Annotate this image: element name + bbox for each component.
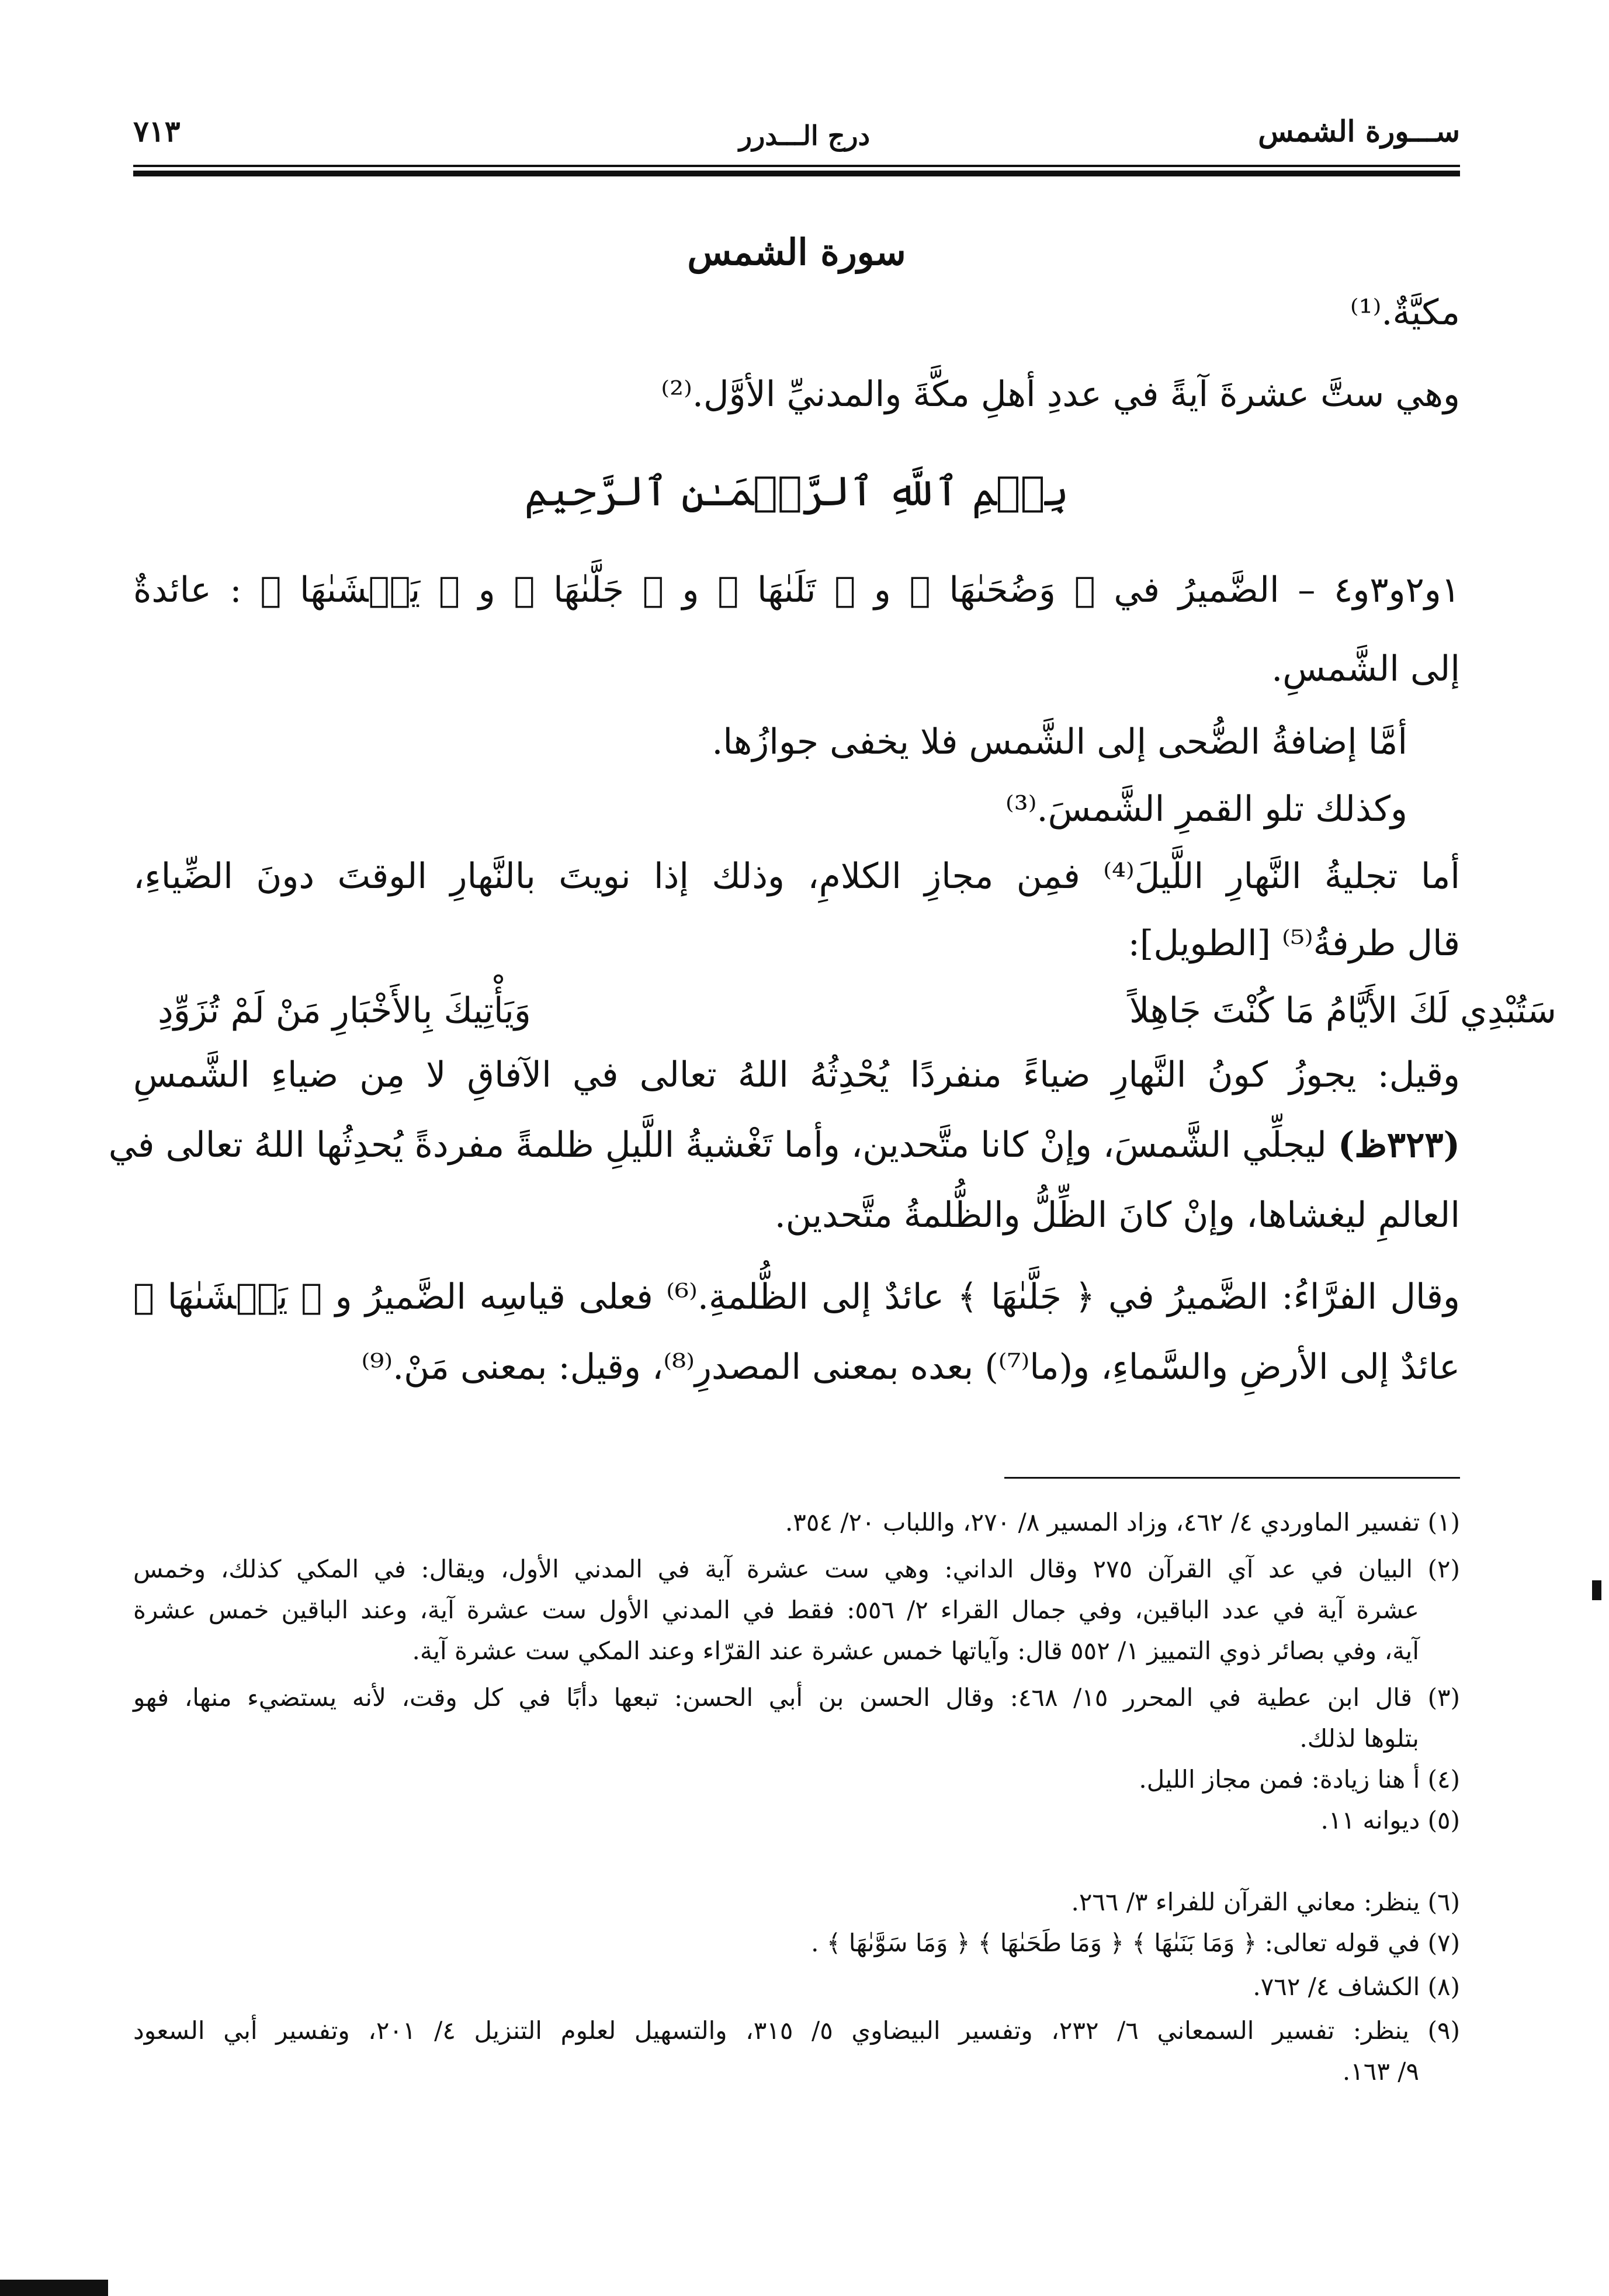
- book-title: درج الـــدرر: [738, 120, 871, 151]
- footnote-2-cont: آية، وفي بصائر ذوي التمييز ١/ ٥٥٢ قال: وآياتها خمس عشرة عند القرّاء وعند المكي ست عشرة آية.: [412, 1636, 1419, 1665]
- text-line: العالمِ ليغشاها، وإنْ كانَ الظِّلُّ والظُّلمةُ متَّحدين.: [774, 1195, 1460, 1236]
- footnote-8: (٨) الكشاف ٤/ ٧٦٢.: [1253, 1972, 1460, 2001]
- footnote-4: (٤) أ هنا زيادة: فمن مجاز الليل.: [1139, 1765, 1460, 1794]
- footnote-3: (٣) قال ابن عطية في المحرر ١٥/ ٤٦٨: وقال الحسن بن أبي الحسن: تبعها دأبًا في كل وقت، لأنه يستضيء منها، فهو: [133, 1683, 1460, 1712]
- footnote-7: (٧) في قوله تعالى: ﴿ وَمَا بَنَىٰهَا ﴾ ﴿ وَمَا طَحَىٰهَا ﴾ ﴿ وَمَا سَوَّىٰهَا ﴾ .: [811, 1929, 1460, 1957]
- text-line: وقيل: يجوزُ كونُ النَّهارِ ضياءً منفردًا يُحْدِثُهُ اللهُ تعالى في الآفاقِ لا مِن ضياءِ الشَّمسِ: [133, 1055, 1460, 1095]
- verse-first-hemistich: سَتُبْدِي لَكَ الأَيَّامُ مَا كُنْتَ جَاهِلاً: [1129, 990, 1556, 1031]
- text-line: قال طرفةُ⁽⁵⁾ [الطويل]:: [1128, 923, 1460, 964]
- text-line: وقال الفرَّاءُ: الضَّميرُ في ﴿ جَلَّىٰهَا ﴾ عائدٌ إلى الظُّلمةِ.⁽⁶⁾ فعلى قياسِه الضَّميرُ و ﴿ يَغۡشَىٰهَا ﴾: [133, 1277, 1460, 1317]
- text-line: أمَّا إضافةُ الضُّحى إلى الشَّمس فلا يخفى جوازُها.: [712, 722, 1407, 762]
- basmala: بِسۡمِ ٱللَّهِ ٱلرَّحۡمَـٰنِ ٱلرَّحِيمِ: [524, 467, 1069, 515]
- manuscript-folio-mark: (٣٢٣ظ): [1338, 1125, 1460, 1166]
- page-number: ٧١٣: [133, 114, 181, 148]
- text-line: وهي ستَّ عشرةَ آيةً في عددِ أهلِ مكَّةَ والمدنيِّ الأوَّل.⁽²⁾: [661, 374, 1460, 415]
- scan-corner-bar: [0, 2280, 108, 2296]
- footnote-6: (٦) ينظر: معاني القرآن للفراء ٣/ ٢٦٦.: [1071, 1888, 1460, 1916]
- text-line: ١و٢و٣و٤ – الضَّميرُ في ﴿ وَضُحَىٰهَا ﴾ و ﴿ تَلَىٰهَا ﴾ و ﴿ جَلَّىٰهَا ﴾ و ﴿ يَغۡشَىٰهَا ﴾ : عائدةٌ: [133, 570, 1460, 611]
- verse-second-hemistich: وَيَأْتِيكَ بِالأَخْبَارِ مَنْ لَمْ تُزَوِّدِ: [158, 990, 531, 1031]
- footnote-9-cont: ٩/ ١٦٣.: [1342, 2057, 1419, 2086]
- text-line: عائدٌ إلى الأرضِ والسَّماءِ، و(ما⁽⁷⁾) بعده بمعنى المصدرِ⁽⁸⁾، وقيل: بمعنى مَنْ.⁽⁹⁾: [361, 1347, 1460, 1388]
- footnotes: [133, 0, 1460, 2296]
- footnote-9: (٩) ينظر: تفسير السمعاني ٦/ ٢٣٢، وتفسير البيضاوي ٥/ ٣١٥، والتسهيل لعلوم التنزيل ٤/ ٢٠١، وتفسير أبي السعود: [133, 2016, 1460, 2045]
- text-line: أما تجليةُ النَّهارِ اللَّيلَ⁽⁴⁾ فمِن مجازِ الكلامِ، وذلك إذا نويتَ بالنَّهارِ الوقتَ دونَ الضِّياءِ،: [133, 856, 1460, 897]
- footnote-2: (٢) البيان في عد آي القرآن ٢٧٥ وقال الداني: وهي ست عشرة آية في المدني الأول، ويقال: في المكي كذلك، وخمس: [133, 1555, 1460, 1583]
- text-line-content: ليجلِّي الشَّمسَ، وإنْ كانا متَّحدين، وأما تَغْشيةُ اللَّيلِ ظلمةً مفردةً يُحدِثُها اللهُ تعالى في: [108, 1125, 1327, 1166]
- footnote-3-cont: بتلوها لذلك.: [1299, 1724, 1419, 1753]
- scan-margin-mark: [1592, 1580, 1601, 1600]
- surah-title: سورة الشمس: [687, 231, 906, 273]
- footnote-2-cont: عشرة آية في عدد الباقين، وفي جمال القراء ٢/ ٥٥٦: فقط في المدني الأول ست عشرة آية، وعند الباقين خمس عشرة: [133, 1596, 1419, 1624]
- text-line: إلى الشَّمسِ.: [1271, 648, 1460, 689]
- text-line: مكيَّةٌ.⁽¹⁾: [1350, 292, 1460, 333]
- footnote-1: (١) تفسير الماوردي ٤/ ٤٦٢، وزاد المسير ٨/ ٢٧٠، واللباب ٢٠/ ٣٥٤.: [785, 1508, 1460, 1537]
- surah-header: ســـورة الشمس: [1258, 114, 1460, 148]
- text-line: وكذلك تلو القمرِ الشَّمسَ.⁽³⁾: [1005, 789, 1407, 830]
- footnote-5: (٥) ديوانه ١١.: [1320, 1806, 1460, 1834]
